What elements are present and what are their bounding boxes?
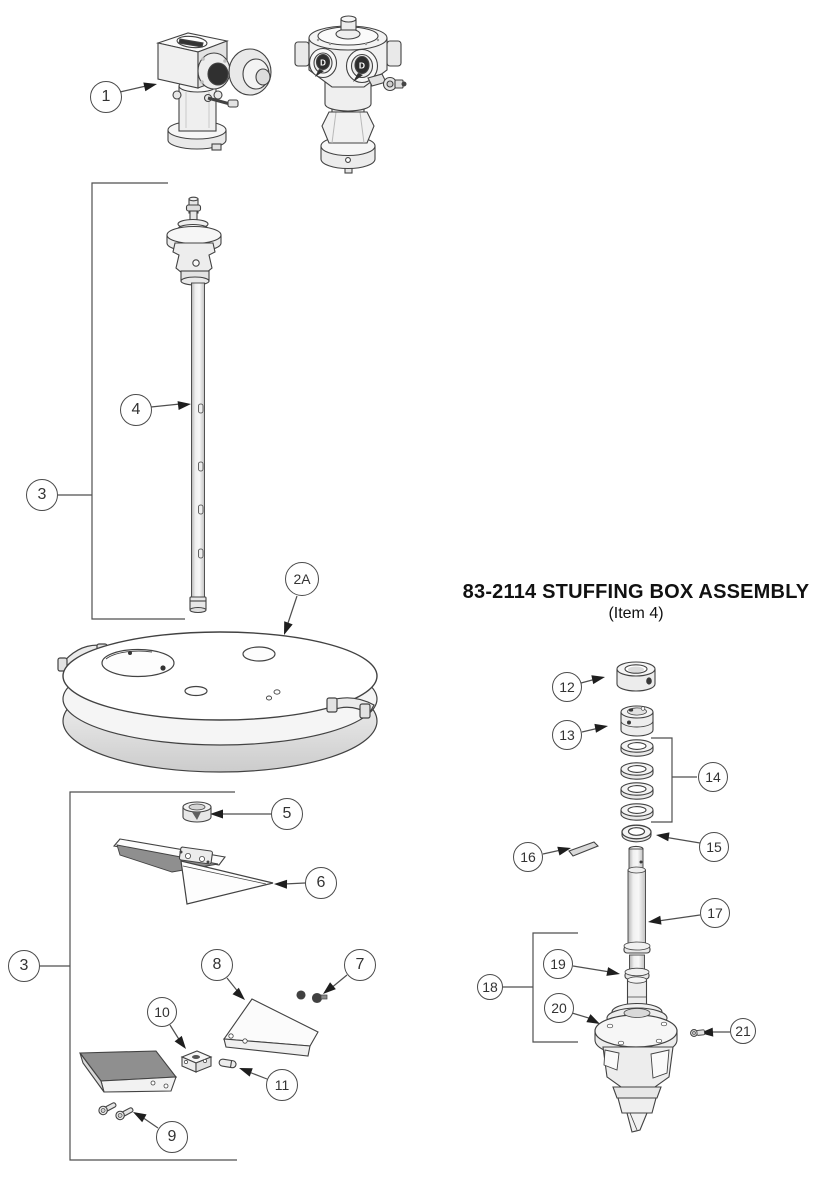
callout-14: 14 <box>698 762 728 792</box>
callout-20: 20 <box>544 993 574 1023</box>
lid-shaft-hole <box>185 687 207 696</box>
callout-10: 10 <box>147 997 177 1027</box>
callout-6: 6 <box>305 867 337 899</box>
callout-16: 16 <box>513 842 543 872</box>
dark-port <box>208 63 228 85</box>
callout-1: 1 <box>90 81 122 113</box>
assembly-title-line2: (Item 4) <box>608 605 664 622</box>
scraper-parts-exploded <box>80 991 327 1121</box>
callout-12: 12 <box>552 672 582 702</box>
stuffing-box-housing <box>595 1004 677 1133</box>
tank-lid <box>58 632 377 772</box>
callout-13: 13 <box>552 720 582 750</box>
drive-assembly-front-view <box>295 16 407 173</box>
stuffing-box-exploded <box>569 662 705 1132</box>
set-screw-21 <box>691 1030 705 1037</box>
callout-18: 18 <box>477 974 503 1000</box>
nut <box>297 991 305 999</box>
callout-7: 7 <box>344 949 376 981</box>
screw <box>114 1105 134 1121</box>
port-label-left: D <box>320 58 326 68</box>
assembly-title <box>440 581 832 623</box>
callout-17: 17 <box>700 898 730 928</box>
scraper-blade-assembly <box>114 839 273 904</box>
callout-3: 3 <box>26 479 58 511</box>
callout-11: 11 <box>266 1069 298 1101</box>
callout-4: 4 <box>120 394 152 426</box>
callout-5: 5 <box>271 798 303 830</box>
pin <box>219 1059 237 1069</box>
port-label-right: D <box>358 60 366 71</box>
drive-assembly-side-view <box>158 33 271 150</box>
callout-9: 9 <box>156 1121 188 1153</box>
packing-rings <box>621 740 653 820</box>
lid-access-cover <box>102 650 174 677</box>
callout-19: 19 <box>543 949 573 979</box>
nut <box>313 994 322 1003</box>
callout-8: 8 <box>201 949 233 981</box>
leader-lines <box>40 86 730 1160</box>
callout-15: 15 <box>699 832 729 862</box>
lid-hole <box>243 647 275 661</box>
stop-collar <box>183 802 211 822</box>
blade-wedge <box>224 999 318 1046</box>
callout-3: 3 <box>8 950 40 982</box>
callout-2A: 2A <box>285 562 319 596</box>
bracket-item14 <box>651 738 672 822</box>
callout-21: 21 <box>730 1018 756 1044</box>
key <box>569 842 598 856</box>
screw <box>97 1100 117 1116</box>
assembly-title-line1: 83-2114 STUFFING BOX ASSEMBLY <box>462 581 810 603</box>
